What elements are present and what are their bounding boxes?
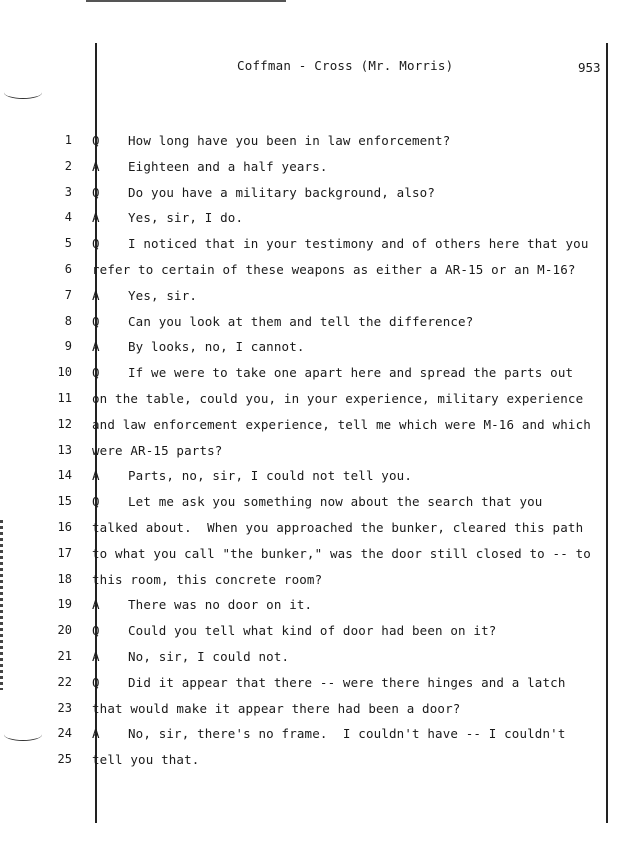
line-number: 5 [64,236,72,250]
line-number: 13 [57,443,72,457]
transcript-line [92,752,199,767]
speaker-label: Q [92,185,100,200]
line-number: 6 [64,262,72,276]
transcript-line [92,288,197,303]
transcript-line [92,417,591,432]
speaker-label: A [92,468,100,483]
scan-top-line [86,0,286,2]
speaker-label: Q [92,623,100,638]
line-text: Yes, sir. [128,288,198,303]
margin-scribble [4,728,42,741]
line-text: refer to certain of these weapons as either a AR-15 or an M-16? [92,262,576,277]
line-number: 2 [64,159,72,173]
line-text: Do you have a military background, also? [128,185,436,200]
right-margin-rule [606,43,608,823]
line-text: Yes, sir, I do. [128,210,244,225]
page-header-title: Coffman - Cross (Mr. Morris) [237,58,454,73]
speaker-label: A [92,649,100,664]
transcript-line [92,468,412,483]
line-text: this room, this concrete room? [92,572,323,587]
transcript-line [92,133,450,148]
transcript-line [92,443,223,458]
line-number: 23 [57,701,72,715]
line-text: that would make it appear there had been a door? [92,701,461,716]
speaker-label: A [92,210,100,225]
line-text: were AR-15 parts? [92,443,223,458]
line-text: If we were to take one apart here and spread the parts out [128,365,574,380]
transcript-line [92,701,460,716]
line-number: 25 [57,752,72,766]
line-text: and law enforcement experience, tell me which were M-16 and which [92,417,591,432]
line-number: 11 [57,391,72,405]
transcript-line [92,236,589,251]
line-number: 9 [64,339,72,353]
speaker-label: Q [92,675,100,690]
line-number: 15 [57,494,72,508]
speaker-label: Q [92,133,100,148]
scan-edge-marks [0,520,3,690]
line-number: 3 [64,185,72,199]
line-text: Parts, no, sir, I could not tell you. [128,468,412,483]
transcript-line [92,726,566,741]
transcript-line [92,339,305,354]
speaker-label: Q [92,236,100,251]
transcript-line [92,210,243,225]
transcript-line [92,597,312,612]
line-text: talked about. When you approached the bunker, cleared this path [92,520,584,535]
line-text: Could you tell what kind of door had been on it? [128,623,497,638]
line-text: Can you look at them and tell the difference? [128,314,474,329]
line-number: 8 [64,314,72,328]
line-number: 7 [64,288,72,302]
line-number: 1 [64,133,72,147]
line-number: 22 [57,675,72,689]
line-number: 18 [57,572,72,586]
line-text: There was no door on it. [128,597,313,612]
line-text: on the table, could you, in your experience, military experience [92,391,584,406]
speaker-label: A [92,159,100,174]
line-number: 12 [57,417,72,431]
transcript-line [92,159,328,174]
line-text: I noticed that in your testimony and of others here that you [128,236,589,251]
speaker-label: A [92,339,100,354]
line-number: 21 [57,649,72,663]
line-number: 14 [57,468,72,482]
transcript-line [92,546,591,561]
line-text: tell you that. [92,752,200,767]
margin-scribble [4,86,42,99]
line-number: 20 [57,623,72,637]
line-text: By looks, no, I cannot. [128,339,305,354]
line-number: 10 [57,365,72,379]
transcript-line [92,365,573,380]
line-number: 16 [57,520,72,534]
transcript-line [92,520,583,535]
line-number: 19 [57,597,72,611]
line-text: Did it appear that there -- were there hinges and a latch [128,675,566,690]
transcript-line [92,494,542,509]
speaker-label: A [92,726,100,741]
transcript-line [92,623,496,638]
line-number: 24 [57,726,72,740]
line-text: How long have you been in law enforcement? [128,133,451,148]
line-number: 4 [64,210,72,224]
transcript-line [92,391,583,406]
line-text: Let me ask you something now about the search that you [128,494,543,509]
line-number: 17 [57,546,72,560]
transcript-line [92,314,473,329]
speaker-label: A [92,288,100,303]
line-text: Eighteen and a half years. [128,159,328,174]
speaker-label: Q [92,365,100,380]
speaker-label: Q [92,314,100,329]
transcript-line [92,262,576,277]
page-number: 953 [578,60,601,75]
line-text: to what you call "the bunker," was the door still closed to -- to [92,546,591,561]
transcript-line [92,185,435,200]
transcript-line [92,572,322,587]
speaker-label: A [92,597,100,612]
speaker-label: Q [92,494,100,509]
transcript-line [92,675,566,690]
line-text: No, sir, I could not. [128,649,290,664]
transcript-line [92,649,289,664]
line-text: No, sir, there's no frame. I couldn't have -- I couldn't [128,726,566,741]
